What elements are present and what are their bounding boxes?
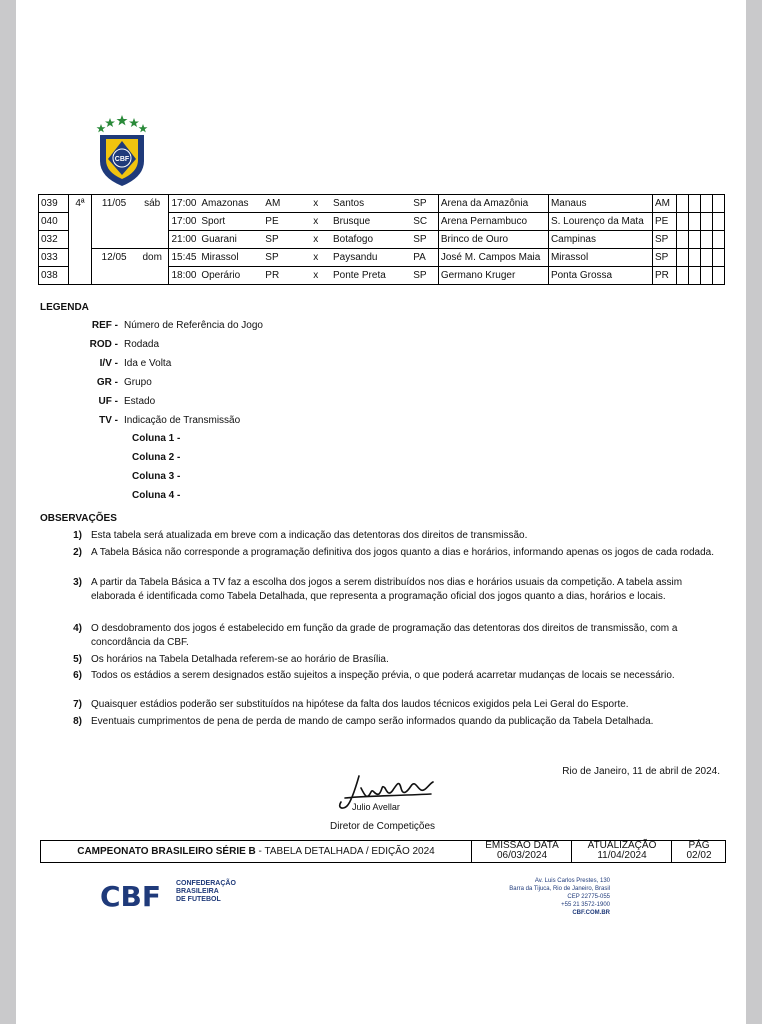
table-cell-away: Botafogo xyxy=(331,231,411,249)
table-row xyxy=(39,231,725,249)
legend-column-item: Coluna 1 - xyxy=(132,433,181,444)
table-cell-stadium: José M. Campos Maia xyxy=(438,249,548,267)
table-cell-rod: 4ª xyxy=(68,195,92,213)
footer-title-bold: CAMPEONATO BRASILEIRO SÉRIE B xyxy=(77,846,256,857)
observation-text: A partir da Tabela Básica a TV faz a escolha dos jogos a serem distribuídos nos dias e horários usuais da competição. A tabela assim elaborada é identificada como Tabela Detalhada, que representa a programação oficial dos jogos quanto a dias, horários e locais. xyxy=(91,577,683,602)
table-cell-home: Operário xyxy=(199,267,263,285)
table-cell-date xyxy=(92,213,136,231)
legend-column-item: Coluna 2 - xyxy=(132,452,181,463)
legend-key: TV - xyxy=(99,415,118,426)
tv-column-cell xyxy=(689,213,701,231)
footer-title xyxy=(41,841,471,862)
observation-number: 6) xyxy=(73,670,82,681)
table-cell-home: Sport xyxy=(199,213,263,231)
footer-title-rest: - TABELA DETALHADA / EDIÇÃO 2024 xyxy=(255,846,435,857)
legend-title: LEGENDA xyxy=(40,302,89,313)
confed-line-1: CONFEDERAÇÃO xyxy=(176,880,236,887)
table-cell-vs: x xyxy=(300,195,331,213)
observation-item xyxy=(46,622,718,650)
table-cell-rod xyxy=(68,231,92,249)
observation-number: 3) xyxy=(73,577,82,588)
legend-value: Grupo xyxy=(124,377,152,388)
tv-column-cell xyxy=(689,231,701,249)
table-row xyxy=(39,249,725,267)
legend-key: I/V - xyxy=(99,358,118,369)
address-line: Av. Luis Carlos Prestes, 130 xyxy=(534,878,610,884)
atualizacao-value: 11/04/2024 xyxy=(597,850,647,861)
table-cell-date xyxy=(92,231,136,249)
observation-number: 8) xyxy=(73,716,82,727)
table-cell-stadium: Brinco de Ouro xyxy=(438,231,548,249)
address-line: CEP 22775-055 xyxy=(567,894,610,900)
legend-item xyxy=(16,320,263,331)
table-cell-away-uf: SP xyxy=(411,231,438,249)
tv-column-cell xyxy=(712,195,724,213)
tv-column-cell xyxy=(677,195,689,213)
tv-column-cell xyxy=(689,267,701,285)
table-cell-away: Ponte Preta xyxy=(331,267,411,285)
tv-column-cell xyxy=(712,249,724,267)
tv-column-cell xyxy=(701,267,713,285)
table-cell-date: 11/05 xyxy=(92,195,136,213)
observation-item xyxy=(46,529,718,543)
table-cell-city: Mirassol xyxy=(548,249,652,267)
cbf-wordmark-logo: CBF xyxy=(100,880,162,913)
table-cell-home-uf: SP xyxy=(263,249,300,267)
place-date: Rio de Janeiro, 11 de abril de 2024. xyxy=(562,766,720,777)
table-cell-stadium: Arena Pernambuco xyxy=(438,213,548,231)
table-cell-vs: x xyxy=(300,249,331,267)
tv-column-cell xyxy=(701,213,713,231)
confed-line-2: BRASILEIRA xyxy=(176,888,219,895)
document-page xyxy=(16,0,746,1024)
table-cell-time: 17:00 xyxy=(169,195,199,213)
table-cell-time: 15:45 xyxy=(169,249,199,267)
observation-text: O desdobramento dos jogos é estabelecido em função da grade de programação das detentoras dos direitos de transmissão, com a concordância da CBF. xyxy=(91,623,678,648)
observation-item xyxy=(46,653,718,667)
table-cell-date: 12/05 xyxy=(92,249,136,267)
page-value: 02/02 xyxy=(686,850,712,861)
confed-line-3: DE FUTEBOL xyxy=(176,896,221,903)
tv-column-cell xyxy=(712,267,724,285)
legend-key: UF - xyxy=(98,396,118,407)
table-row xyxy=(39,195,725,213)
emissao-label: EMISSAO DATA xyxy=(485,840,559,851)
table-cell-ref: 033 xyxy=(39,249,69,267)
table-cell-city: Campinas xyxy=(548,231,652,249)
table-cell-home-uf: PR xyxy=(263,267,300,285)
table-cell-home: Mirassol xyxy=(199,249,263,267)
table-cell-vs: x xyxy=(300,213,331,231)
observation-item xyxy=(46,546,718,560)
table-cell-rod xyxy=(68,249,92,267)
legend-key: REF - xyxy=(91,320,118,331)
table-cell-home: Amazonas xyxy=(199,195,263,213)
table-cell-away: Santos xyxy=(331,195,411,213)
table-cell-day xyxy=(136,267,169,285)
table-cell-away: Paysandu xyxy=(331,249,411,267)
tv-column-cell xyxy=(701,195,713,213)
legend-value: Rodada xyxy=(124,339,160,350)
legend-item xyxy=(16,358,171,369)
tv-column-cell xyxy=(701,231,713,249)
footer-page xyxy=(671,841,726,862)
table-cell-city-uf: AM xyxy=(652,195,676,213)
table-cell-city-uf: PE xyxy=(652,213,676,231)
observation-number: 7) xyxy=(73,699,82,710)
table-cell-vs: x xyxy=(300,231,331,249)
table-cell-rod xyxy=(68,213,92,231)
table-cell-city-uf: SP xyxy=(652,231,676,249)
table-cell-away-uf: SP xyxy=(411,195,438,213)
table-cell-home-uf: PE xyxy=(263,213,300,231)
emissao-value: 06/03/2024 xyxy=(496,850,548,861)
tv-column-cell xyxy=(677,213,689,231)
table-cell-day: dom xyxy=(136,249,169,267)
atualizacao-label: ATUALIZAÇÃO xyxy=(587,840,657,851)
table-cell-away-uf: SC xyxy=(411,213,438,231)
confederation-name xyxy=(176,880,236,904)
table-cell-ref: 032 xyxy=(39,231,69,249)
games-table xyxy=(38,194,725,285)
website-url[interactable]: CBF.COM.BR xyxy=(572,910,610,916)
tv-column-cell xyxy=(701,249,713,267)
tv-column-cell xyxy=(689,249,701,267)
table-row xyxy=(39,267,725,285)
table-cell-day xyxy=(136,213,169,231)
legend-item xyxy=(16,377,152,388)
table-cell-city: Manaus xyxy=(548,195,652,213)
table-cell-away: Brusque xyxy=(331,213,411,231)
legend-value: Indicação de Transmissão xyxy=(124,415,241,426)
observation-item xyxy=(46,715,718,729)
observation-item xyxy=(46,698,718,712)
legend-item xyxy=(16,339,159,350)
table-cell-ref: 039 xyxy=(39,195,69,213)
legend-column-item: Coluna 3 - xyxy=(132,471,181,482)
table-cell-stadium: Germano Kruger xyxy=(438,267,548,285)
tv-column-cell xyxy=(689,195,701,213)
legend-value: Ida e Volta xyxy=(124,358,172,369)
table-cell-day xyxy=(136,231,169,249)
address-line: Barra da Tijuca, Rio de Janeiro, Brasil xyxy=(509,886,610,892)
table-row xyxy=(39,213,725,231)
table-cell-stadium: Arena da Amazônia xyxy=(438,195,548,213)
table-cell-city: Ponta Grossa xyxy=(548,267,652,285)
legend-key: ROD - xyxy=(89,339,118,350)
table-cell-vs: x xyxy=(300,267,331,285)
table-cell-city-uf: PR xyxy=(652,267,676,285)
table-cell-day: sáb xyxy=(136,195,169,213)
observation-text: A Tabela Básica não corresponde a programação definitiva dos jogos quanto a dias e horários, informando apenas os jogos de cada rodada. xyxy=(91,547,715,558)
observation-number: 5) xyxy=(73,654,82,665)
table-cell-away-uf: PA xyxy=(411,249,438,267)
table-cell-time: 18:00 xyxy=(169,267,199,285)
tv-column-cell xyxy=(712,213,724,231)
tv-column-cell xyxy=(677,249,689,267)
legend-value: Número de Referência do Jogo xyxy=(124,320,263,331)
observation-text: Todos os estádios a serem designados estão sujeitos a inspeção prévia, o que poderá acarretar mudanças de locais se necessário. xyxy=(91,670,675,681)
tv-column-cell xyxy=(677,231,689,249)
signatory-name: Julio Avellar xyxy=(352,802,400,812)
legend-key: GR - xyxy=(96,377,118,388)
table-cell-away-uf: SP xyxy=(411,267,438,285)
table-cell-date xyxy=(92,267,136,285)
table-cell-home-uf: SP xyxy=(263,231,300,249)
address-line: +55 21 3572-1900 xyxy=(561,902,610,908)
observation-item xyxy=(46,576,718,604)
observation-text: Eventuais cumprimentos de pena de perda de mando de campo serão informados quando da publicação da Tabela Detalhada. xyxy=(91,716,654,727)
observation-item xyxy=(46,669,718,683)
signatory-role: Diretor de Competições xyxy=(330,821,436,832)
cbf-crest-logo xyxy=(96,115,148,187)
tv-column-cell xyxy=(677,267,689,285)
observation-number: 4) xyxy=(73,623,82,634)
tv-column-cell xyxy=(712,231,724,249)
table-cell-time: 21:00 xyxy=(169,231,199,249)
legend-column-item: Coluna 4 - xyxy=(132,490,181,501)
table-cell-home: Guarani xyxy=(199,231,263,249)
observation-text: Esta tabela será atualizada em breve com a indicação das detentoras dos direitos de transmissão. xyxy=(91,530,528,541)
legend-item xyxy=(16,415,240,426)
table-cell-ref: 040 xyxy=(39,213,69,231)
document-footer xyxy=(40,840,726,863)
legend-item xyxy=(16,396,155,407)
observations-title: OBSERVAÇÕES xyxy=(40,513,117,524)
cbf-address xyxy=(456,877,610,917)
crest-label: CBF xyxy=(114,156,130,163)
observation-number: 1) xyxy=(73,530,82,541)
table-cell-city: S. Lourenço da Mata xyxy=(548,213,652,231)
footer-atualizacao xyxy=(571,841,672,862)
observation-text: Quaisquer estádios poderão ser substituídos na hipótese da falta dos laudos técnicos exigidos pela Lei Geral do Esporte. xyxy=(91,699,629,710)
legend-value: Estado xyxy=(124,396,156,407)
table-cell-time: 17:00 xyxy=(169,213,199,231)
table-cell-city-uf: SP xyxy=(652,249,676,267)
page-label: PÁG xyxy=(688,840,710,851)
table-cell-home-uf: AM xyxy=(263,195,300,213)
table-cell-rod xyxy=(68,267,92,285)
table-cell-ref: 038 xyxy=(39,267,69,285)
observation-text: Os horários na Tabela Detalhada referem-se ao horário de Brasília. xyxy=(91,654,389,665)
footer-emissao xyxy=(471,841,572,862)
observation-number: 2) xyxy=(73,547,82,558)
